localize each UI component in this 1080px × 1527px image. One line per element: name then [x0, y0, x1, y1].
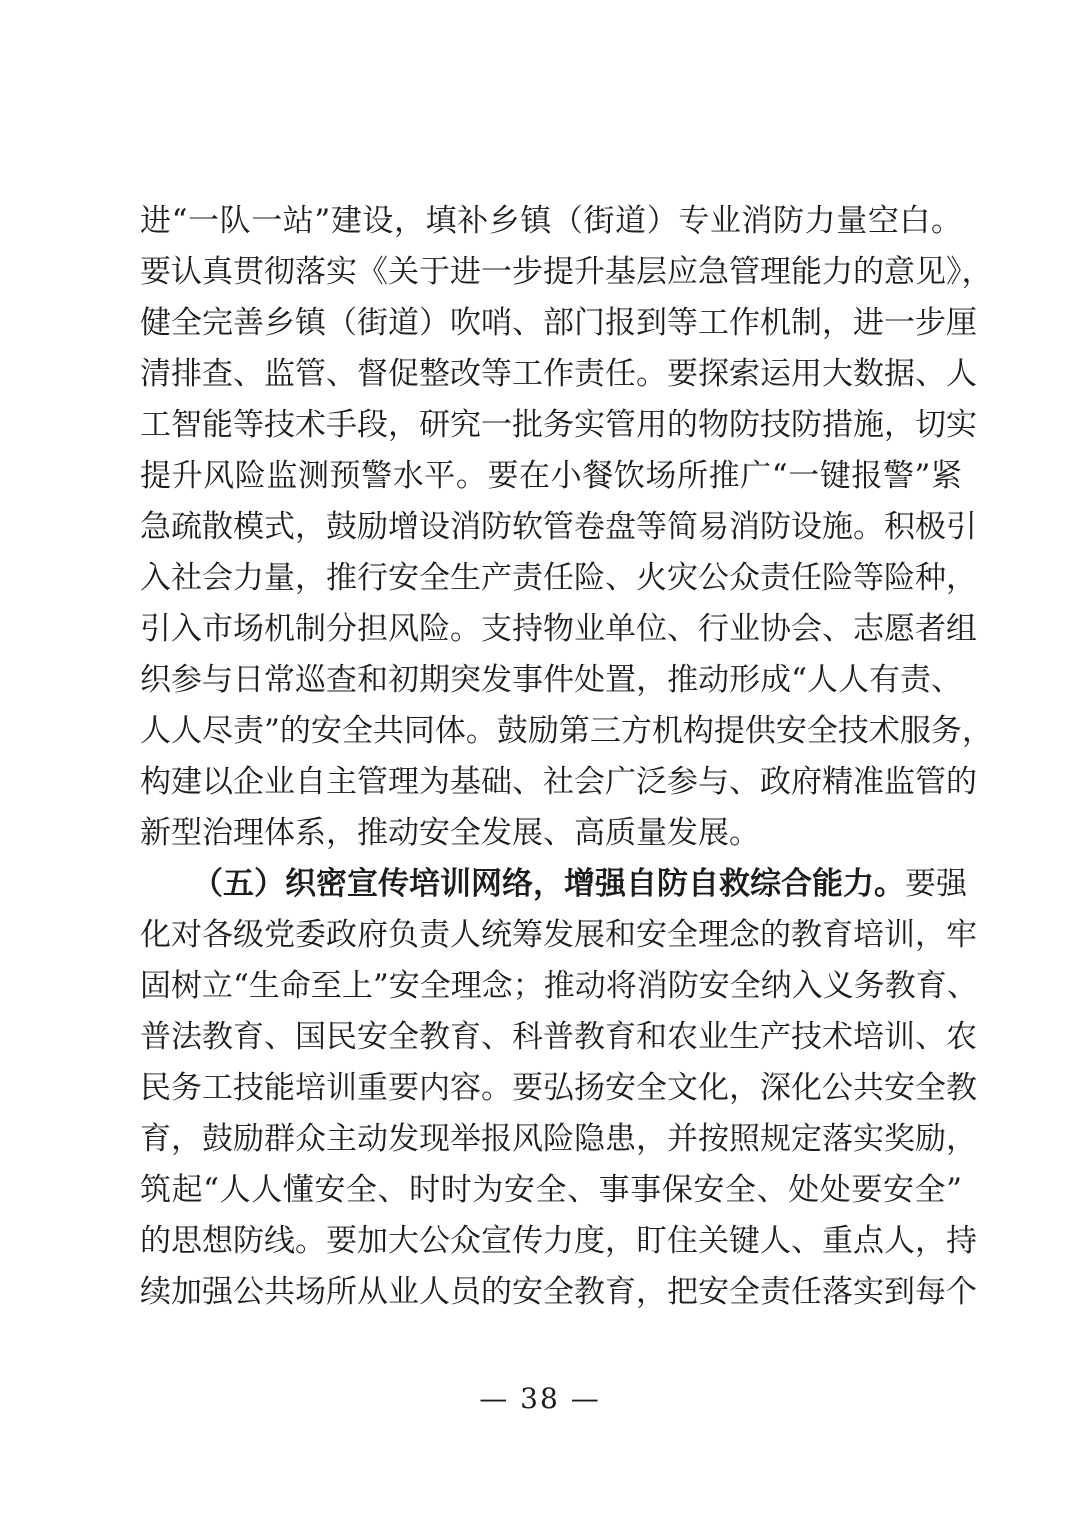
text-segment: 构建以企业自主管理为基础、社会广泛参与、政府精准监管的: [140, 764, 977, 800]
text-segment: 普法教育、国民安全教育、科普教育和农业生产技术培训、农: [140, 1019, 977, 1055]
text-line-12: [140, 757, 977, 808]
text-segment: 的思想防线。要加大公众宣传力度，盯住关键人、重点人，持: [140, 1223, 977, 1259]
text-line-20: [140, 1165, 962, 1216]
text-line-22: [140, 1267, 977, 1318]
text-line-1: [140, 196, 962, 247]
text-segment: 织参与日常巡查和初期突发事件处置，推动形成“人人有责、: [140, 662, 962, 698]
text-line-10: [140, 655, 962, 706]
page-footer: [0, 1382, 1080, 1415]
text-line-7: [140, 502, 977, 553]
text-line-9: [140, 604, 977, 655]
text-line-2: [140, 247, 993, 298]
text-segment: 提升风险监测预警水平。要在小餐饮场所推广“一键报警”紧: [140, 458, 962, 494]
text-segment: 续加强公共场所从业人员的安全教育，把安全责任落实到每个: [140, 1274, 977, 1310]
text-line-16: [140, 961, 978, 1012]
text-segment: 进“一队一站”建设，填补乡镇（街道）专业消防力量空白。: [140, 203, 962, 239]
text-line-13: [140, 808, 962, 859]
text-segment: 清排查、监管、督促整改等工作责任。要探索运用大数据、人: [140, 356, 977, 392]
text-line-14: [140, 859, 967, 910]
text-segment: 要认真贯彻落实《关于进一步提升基层应急管理能力的意见》，: [140, 254, 993, 290]
text-segment: 引入市场机制分担风险。支持物业单位、行业协会、志愿者组: [140, 611, 977, 647]
text-segment: 筑起“人人懂安全、时时为安全、事事保安全、处处要安全”: [140, 1172, 962, 1208]
text-line-11: [140, 706, 993, 757]
text-segment: 固树立“生命至上”安全理念；推动将消防安全纳入义务教育、: [140, 968, 978, 1004]
text-segment: 新型治理体系，推动安全发展、高质量发展。: [140, 815, 760, 851]
text-line-3: [140, 298, 977, 349]
section-heading-segment: （五）织密宣传培训网络，增强自防自救综合能力。: [192, 866, 905, 902]
text-segment: 健全完善乡镇（街道）吹哨、部门报到等工作机制，进一步厘: [140, 305, 977, 341]
text-line-15: [140, 910, 977, 961]
text-segment: 育，鼓励群众主动发现举报风险隐患，并按照规定落实奖励，: [140, 1121, 977, 1157]
text-line-8: [140, 553, 977, 604]
text-segment: 民务工技能培训重要内容。要弘扬安全文化，深化公共安全教: [140, 1070, 977, 1106]
text-segment: 入社会力量，推行安全生产责任险、火灾公众责任险等险种，: [140, 560, 977, 596]
text-line-4: [140, 349, 977, 400]
text-segment: 要强: [905, 866, 967, 902]
text-line-21: [140, 1216, 977, 1267]
page-number: — 38 —: [479, 1382, 601, 1415]
text-line-5: [140, 400, 977, 451]
text-line-17: [140, 1012, 977, 1063]
text-segment: 化对各级党委政府负责人统筹发展和安全理念的教育培训，牢: [140, 917, 977, 953]
text-line-19: [140, 1114, 977, 1165]
text-line-6: [140, 451, 962, 502]
text-segment: 人人尽责”的安全共同体。鼓励第三方机构提供安全技术服务，: [140, 713, 993, 749]
text-segment: 工智能等技术手段，研究一批务实管用的物防技防措施，切实: [140, 407, 977, 443]
body-text: [140, 196, 993, 1318]
text-segment: 急疏散模式，鼓励增设消防软管卷盘等简易消防设施。积极引: [140, 509, 977, 545]
text-line-18: [140, 1063, 977, 1114]
